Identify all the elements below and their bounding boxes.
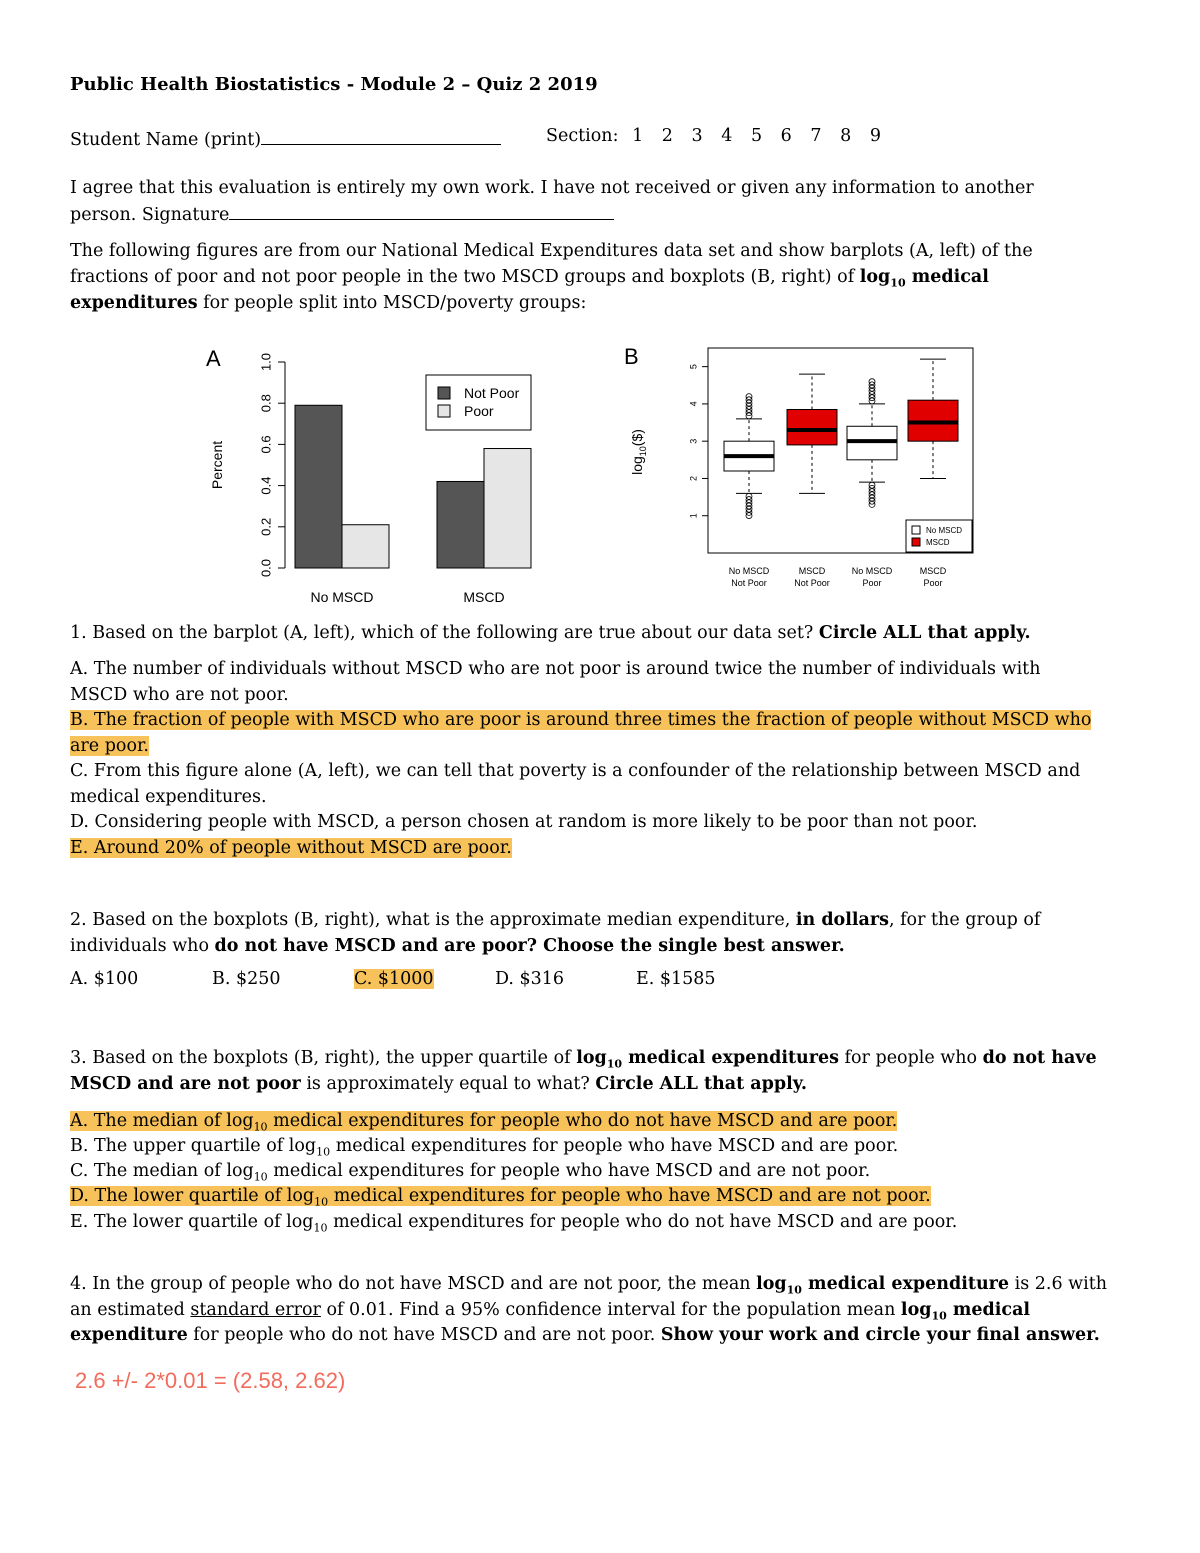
y-tick-label: 0.8 [258, 394, 274, 413]
intro-line-1: The following figures are from our National Medical Expenditures data set and show barplots (A, left) of the [70, 241, 1033, 261]
q1-option-b-cont: are poor. [70, 736, 149, 756]
signature-label: person. Signature [70, 205, 230, 225]
y-axis-label: $\log_{10}(\$)$ [629, 429, 648, 475]
x-category-label: MSCD [463, 589, 505, 605]
signature-field[interactable] [229, 201, 614, 220]
panel-label-b: B [624, 344, 639, 369]
section-options [632, 126, 881, 146]
barplot-figure-a [200, 340, 560, 615]
student-name-row [70, 126, 501, 150]
x-category-label: No MSCD [310, 589, 374, 605]
q2-choice-d[interactable]: D. $316 [495, 969, 565, 989]
q3-stem-line-1: 3. Based on the boxplots (B, right), the upper quartile of $\log_{10}$ medical expenditures for people who do not have [70, 1048, 1097, 1071]
section-option[interactable]: 4 [721, 126, 733, 146]
bar-poor [484, 449, 531, 568]
bar-poor [342, 525, 389, 568]
y-axis-label: Percent [209, 440, 225, 490]
y-tick-label: 0.4 [258, 476, 274, 495]
section-option[interactable]: 7 [810, 126, 822, 146]
y-tick-label: 5 [688, 364, 699, 370]
x-category-label: MSCD [919, 566, 947, 576]
q3-option-c[interactable]: C. The median of $\log_{10}$ medical expenditures for people who have MSCD and are not poor. [70, 1161, 871, 1184]
boxplot-figure-b [620, 340, 990, 600]
legend-label: Not Poor [464, 385, 520, 401]
intro-line-2: fractions of poor and not poor people in the two MSCD groups and boxplots (B, right) of $\log_{10}$ medical [70, 267, 989, 290]
q4-handwritten-answer: 2.6 +/- 2*0.01 = (2.58, 2.62) [75, 1368, 346, 1393]
student-name-label: Student Name (print) [70, 130, 262, 150]
q3-option-d[interactable]: D. The lower quartile of $\log_{10}$ medical expenditures for people who have MSCD and are not poor. [70, 1186, 931, 1209]
x-category-label: No MSCD [728, 566, 770, 576]
section-option[interactable]: 8 [840, 126, 852, 146]
legend-box [906, 520, 972, 552]
q2-choice-e[interactable]: E. $1585 [636, 969, 716, 989]
q1-option-e[interactable]: E. Around 20% of people without MSCD are poor. [70, 838, 512, 858]
q1-option-d[interactable]: D. Considering people with MSCD, a person chosen at random is more likely to be poor than not poor. [70, 812, 978, 832]
quiz-title: Public Health Biostatistics - Module 2 – Quiz 2 2019 [70, 74, 598, 95]
q2-choice-b[interactable]: B. $250 [212, 969, 281, 989]
legend-label: MSCD [926, 538, 950, 547]
legend-swatch [438, 405, 450, 417]
q3-option-b[interactable]: B. The upper quartile of $\log_{10}$ medical expenditures for people who have MSCD and are poor. [70, 1136, 899, 1159]
q1-option-a-cont: MSCD who are not poor. [70, 685, 289, 705]
y-tick-label: 0.6 [258, 435, 274, 454]
q2-stem-line-1: 2. Based on the boxplots (B, right), what is the approximate median expenditure, in dollars, for the group of [70, 910, 1041, 930]
bar-not-poor [437, 481, 484, 568]
student-name-field[interactable] [261, 126, 501, 145]
y-tick-label: 0.0 [258, 558, 274, 578]
x-category-label: Not Poor [794, 578, 830, 588]
q1-option-b[interactable]: B. The fraction of people with MSCD who are poor is around three times the fraction of people without MSCD who [70, 710, 1092, 730]
q4-stem-line-3: expenditure for people who do not have MSCD and are not poor. Show your work and circle your final answer. [70, 1325, 1100, 1345]
q3-option-a[interactable]: A. The median of $\log_{10}$ medical expenditures for people who do not have MSCD and are poor. [70, 1111, 898, 1134]
section-option[interactable]: 2 [661, 126, 673, 146]
panel-label-a: A [206, 346, 221, 371]
intro-line-3: expenditures for people split into MSCD/poverty groups: [70, 293, 587, 313]
q3-stem-line-2: MSCD and are not poor is approximately equal to what? Circle ALL that apply. [70, 1074, 807, 1094]
x-category-label: MSCD [798, 566, 826, 576]
signature-row [70, 201, 1130, 228]
section-option[interactable]: 1 [632, 126, 644, 146]
legend-swatch [912, 538, 920, 546]
section-label: Section: [546, 126, 619, 146]
bar-not-poor [295, 405, 342, 568]
x-category-label: Poor [923, 578, 943, 588]
q1-option-c-cont: medical expenditures. [70, 787, 267, 807]
legend-swatch [912, 526, 920, 534]
y-tick-label: 2 [688, 475, 699, 481]
y-tick-label: 1 [688, 513, 699, 519]
agreement-text: I agree that this evaluation is entirely my own work. I have not received or given any information to another [70, 178, 1034, 198]
q2-choice-c[interactable]: C. $1000 [354, 969, 434, 989]
x-category-label: Poor [862, 578, 882, 588]
y-tick-label: 4 [688, 401, 699, 407]
section-row [546, 126, 881, 146]
legend-label: No MSCD [926, 526, 963, 535]
section-option[interactable]: 3 [691, 126, 703, 146]
x-category-label: No MSCD [851, 566, 893, 576]
legend-label: Poor [464, 403, 494, 419]
q1-option-a[interactable]: A. The number of individuals without MSCD who are not poor is around twice the number of individuals with [70, 659, 1041, 679]
q4-stem-line-1: 4. In the group of people who do not have MSCD and are not poor, the mean $\log_{10}$ medical expenditure is 2.6 with [70, 1274, 1108, 1297]
q2-stem-line-2: individuals who do not have MSCD and are poor? Choose the single best answer. [70, 936, 845, 956]
y-tick-label: 1.0 [258, 352, 274, 372]
section-option[interactable]: 5 [750, 126, 763, 146]
box [787, 410, 837, 445]
q1-option-c[interactable]: C. From this figure alone (A, left), we can tell that poverty is a confounder of the relationship between MSCD and [70, 761, 1081, 781]
y-tick-label: 0.2 [258, 517, 274, 536]
x-category-label: Not Poor [731, 578, 767, 588]
q1-stem: 1. Based on the barplot (A, left), which of the following are true about our data set? Circle ALL that apply. [70, 623, 1031, 643]
q3-option-e[interactable]: E. The lower quartile of $\log_{10}$ medical expenditures for people who do not have MSCD and are poor. [70, 1212, 958, 1235]
y-tick-label: 3 [688, 438, 699, 444]
q2-choice-a[interactable]: A. $100 [70, 969, 139, 989]
q4-stem-line-2: an estimated standard error of 0.01. Find a 95% confidence interval for the population mean $\log_{10}$ medical [70, 1300, 1031, 1323]
section-option[interactable]: 6 [780, 126, 792, 146]
legend-swatch [438, 387, 450, 399]
section-option[interactable]: 9 [869, 126, 881, 146]
